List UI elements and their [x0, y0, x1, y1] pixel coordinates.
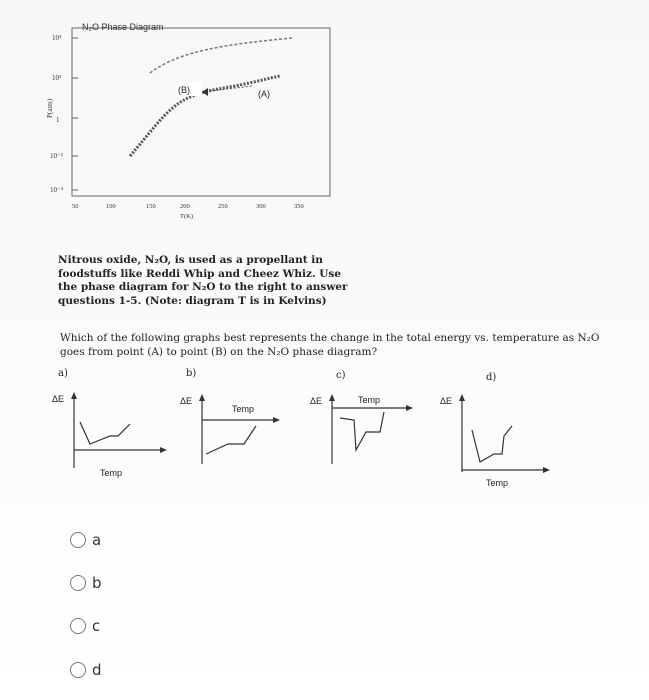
x-axis-label: T(K) [180, 213, 193, 220]
y-tick: 10⁻⁴ [50, 186, 64, 194]
y-tick: 10⁴ [52, 34, 62, 42]
radio-button[interactable] [70, 532, 86, 548]
x-tick: 100 [106, 203, 116, 210]
answer-option-c[interactable] [70, 616, 100, 636]
x-tick: 200 [180, 203, 190, 210]
graph-d-curve [472, 426, 512, 462]
x-tick: 350 [294, 203, 304, 210]
x-tick: 250 [218, 203, 228, 210]
x-tick: 300 [256, 203, 266, 210]
y-tick: 1 [56, 116, 60, 124]
graph-c [310, 392, 440, 472]
graph-b [180, 392, 310, 472]
answer-option-b[interactable] [70, 573, 102, 593]
option-label: a [92, 531, 102, 549]
graph-d [440, 392, 560, 492]
arrow-head [202, 88, 208, 96]
option-label: c [92, 617, 101, 635]
graph-b-x-label: Temp [232, 404, 255, 414]
y-axis-label: P(atm) [46, 98, 54, 118]
radio-button[interactable] [70, 618, 86, 634]
graph-d-y-label: ΔE [440, 396, 453, 406]
graph-letter-c: c) [336, 370, 346, 381]
graph-d-x-label: Temp [486, 478, 509, 488]
graph-letter-d: d) [486, 372, 497, 383]
graph-a [52, 390, 172, 482]
option-label: b [92, 574, 102, 592]
y-tick: 10⁻² [50, 152, 63, 160]
upper-boundary-curve [150, 38, 292, 73]
question-text: Which of the following graphs best represents the change in the total energy vs. temperature as N₂O goes from point (A) to point (B) on the N₂O phase diagram? [60, 332, 600, 358]
phase-diagram [30, 8, 340, 238]
graph-letter-b: b) [186, 368, 197, 379]
answer-option-d[interactable] [70, 660, 102, 680]
label-b: (B) [178, 85, 190, 95]
x-tick: 150 [146, 203, 156, 210]
option-label: d [92, 661, 102, 679]
diagram-title: N₂O Phase Diagram [82, 22, 164, 32]
graph-b-y-label: ΔE [180, 396, 193, 406]
radio-button[interactable] [70, 575, 86, 591]
graph-c-y-label: ΔE [310, 396, 323, 406]
intro-paragraph: Nitrous oxide, N₂O, is used as a propellant in foodstuffs like Reddi Whip and Cheez Whiz. Use the phase diagram for N₂O to the right to answer questions 1-5. (Note: diagram T is in Kelvins) [58, 254, 348, 307]
plot-frame [72, 28, 330, 196]
x-tick: 50 [72, 203, 79, 210]
graph-b-curve [206, 426, 256, 454]
graph-letter-a: a) [58, 368, 68, 379]
graph-a-y-label: ΔE [52, 394, 65, 404]
graph-c-curve [340, 412, 384, 450]
y-tick: 10² [52, 74, 62, 82]
graph-a-x-label: Temp [100, 468, 123, 478]
label-a: (A) [258, 89, 270, 99]
phase-boundary-curve [130, 76, 280, 156]
answer-option-a[interactable] [70, 530, 101, 550]
graph-a-curve [80, 422, 130, 444]
radio-button[interactable] [70, 662, 86, 678]
graph-c-x-label: Temp [358, 395, 381, 405]
